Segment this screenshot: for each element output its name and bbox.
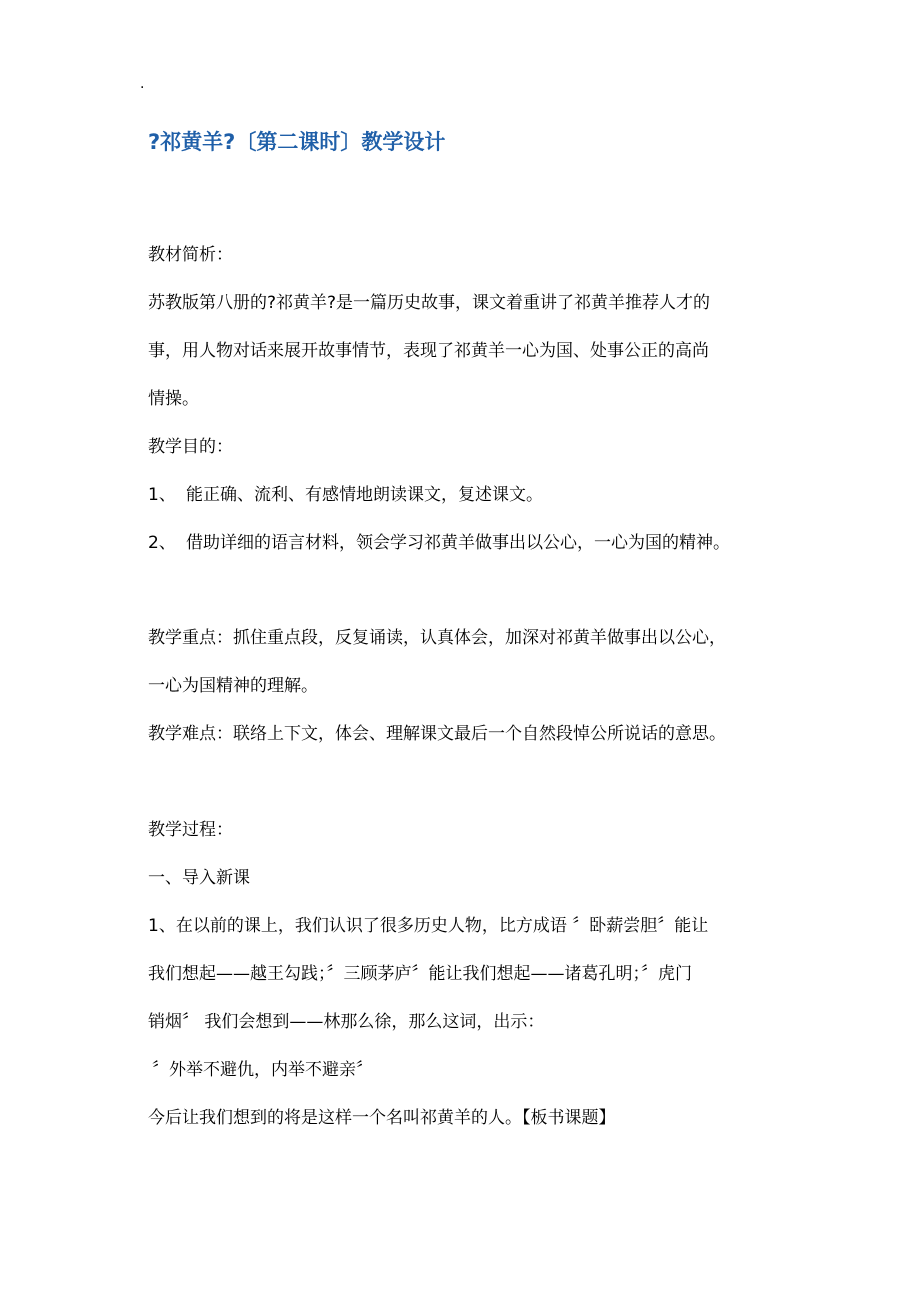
goal-item [148, 519, 780, 567]
key-point-line: 教学重点：抓住重点段，反复诵读，认真体会，加深对祁黄羊做事出以公心， [148, 628, 726, 648]
goals-label: 教学目的： [148, 437, 233, 457]
analysis-line: 事，用人物对话来展开故事情节，表现了祁黄羊一心为国、处事公正的高尚 [148, 341, 709, 361]
section-heading: 一、导入新课 [148, 868, 250, 888]
closing-line: 今后让我们想到的将是这样一个名叫祁黄羊的人。【板书课题】 [148, 1108, 616, 1128]
key-point-line: 一心为国精神的理解。 [148, 676, 318, 696]
goal-number: 1、 [148, 485, 176, 505]
goal-item [148, 471, 780, 519]
analysis-label: 教材简析： [148, 245, 233, 265]
goal-text: 能正确、流利、有感情地朗读课文，复述课文。 [186, 485, 543, 505]
process-label: 教学过程： [148, 820, 233, 840]
intro-line: 1、在以前的课上，我们认识了很多历史人物，比方成语 〞卧薪尝胆〞能让 [148, 916, 709, 936]
header-dot: . [140, 76, 145, 92]
quote-line: 〞外举不避仇，内举不避亲〞 [152, 1060, 373, 1080]
analysis-line: 苏教版第八册的?祁黄羊?是一篇历史故事，课文着重讲了祁黄羊推荐人才的 [148, 293, 711, 313]
intro-line: 销烟〞 我们会想到——林那么徐，那么这词，出示： [148, 1012, 545, 1032]
goal-text: 借助详细的语言材料，领会学习祁黄羊做事出以公心，一心为国的精神。 [186, 533, 730, 553]
difficulty-line: 教学难点：联络上下文，体会、理解课文最后一个自然段悼公所说话的意思。 [148, 724, 726, 744]
intro-line: 我们想起——越王勾践；〞三顾茅庐〞能让我们想起——诸葛孔明；〞虎门 [148, 964, 692, 984]
goal-number: 2、 [148, 533, 176, 553]
page-title: ?祁黄羊?〔第二课时〕教学设计 [148, 130, 446, 154]
analysis-line: 情操。 [148, 389, 199, 409]
